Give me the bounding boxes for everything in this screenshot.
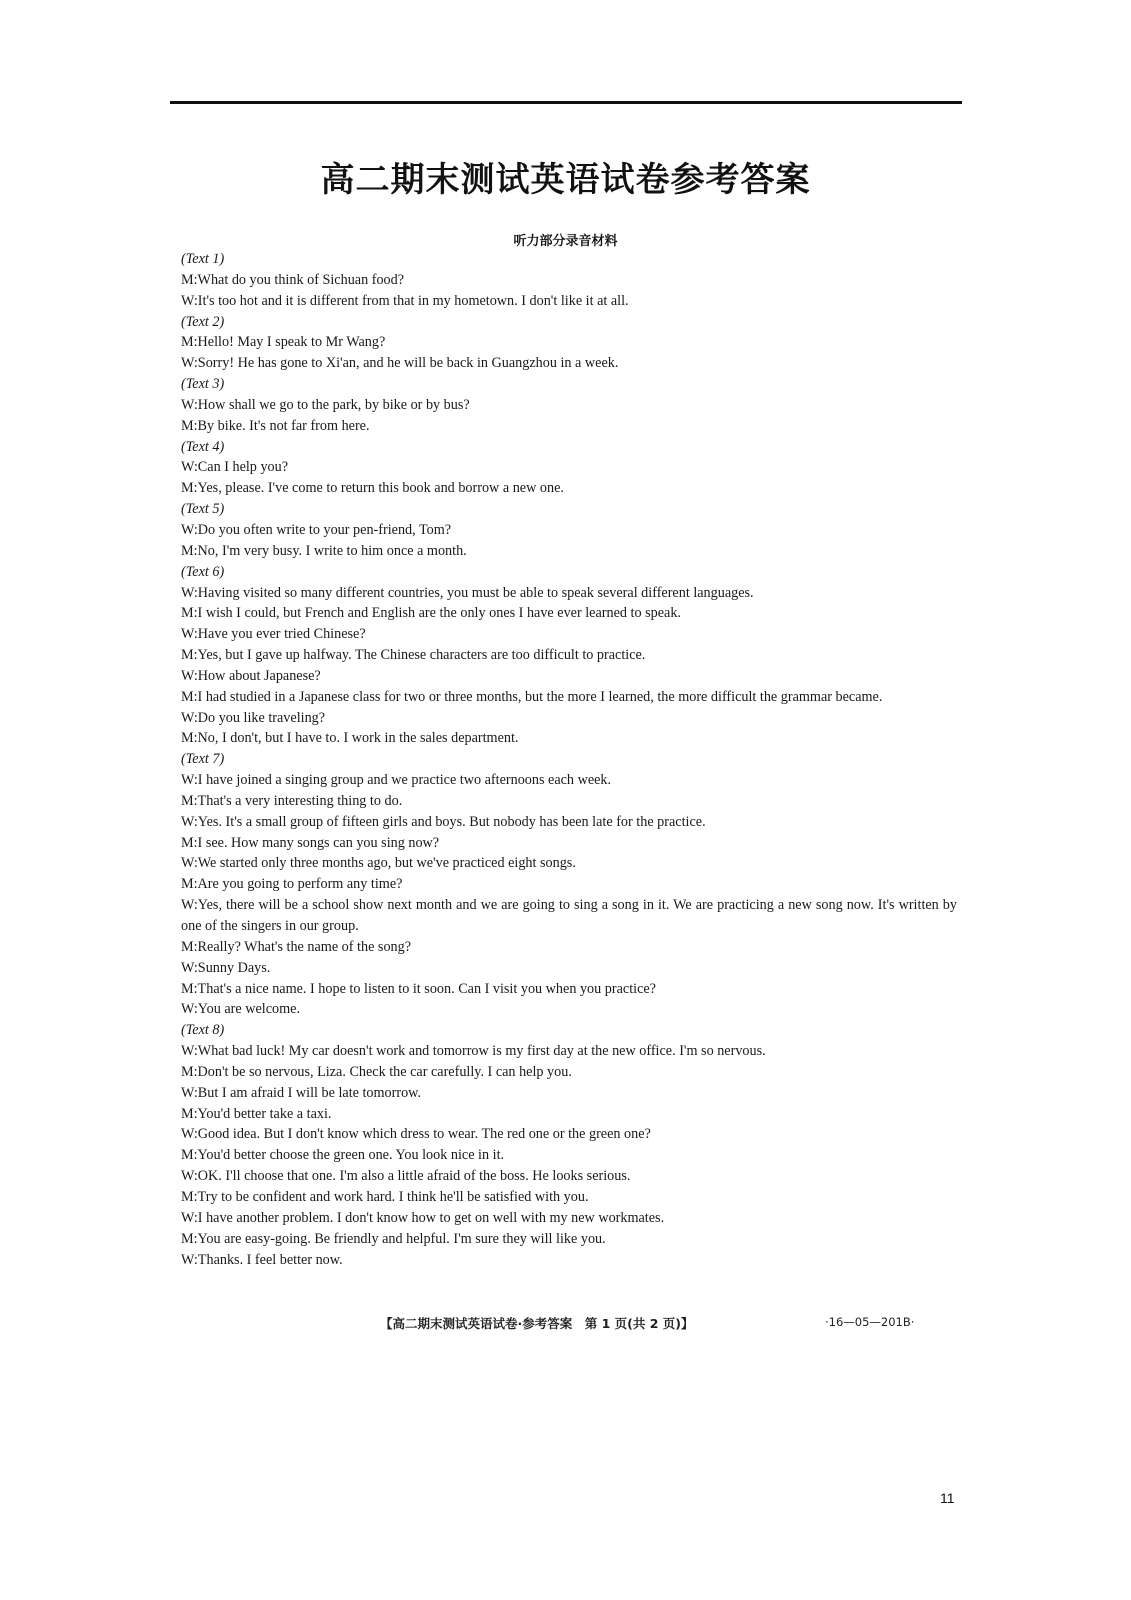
- transcript-line: M:You'd better take a taxi.: [181, 1105, 332, 1122]
- transcript-section-label: (Text 2): [181, 313, 225, 330]
- transcript-line: W:Do you like traveling?: [181, 709, 326, 726]
- page-number: 11: [940, 1490, 955, 1506]
- footer-caption: 【高二期末测试英语试卷·参考答案 第 1 页(共 2 页)】: [380, 1316, 694, 1331]
- transcript-line: W:Thanks. I feel better now.: [181, 1251, 343, 1268]
- transcript-line: W:I have joined a singing group and we practice two afternoons each week.: [181, 772, 612, 789]
- top-rule: [170, 101, 962, 104]
- transcript-line: M:I wish I could, but French and English are the only ones I have ever learned to speak.: [181, 605, 681, 622]
- transcript-line: M:Try to be confident and work hard. I think he'll be satisfied with you.: [181, 1188, 589, 1205]
- transcript-line: M:I had studied in a Japanese class for two or three months, but the more I learned, the more difficult the grammar became.: [181, 688, 883, 705]
- transcript-line: W:Sorry! He has gone to Xi'an, and he will be back in Guangzhou in a week.: [181, 355, 619, 372]
- transcript-line: W:Can I help you?: [181, 459, 289, 476]
- transcript-line: W:Good idea. But I don't know which dress to wear. The red one or the green one?: [181, 1126, 651, 1143]
- transcript-line: M:Hello! May I speak to Mr Wang?: [181, 334, 386, 351]
- transcript-line: W:How shall we go to the park, by bike or by bus?: [181, 396, 470, 413]
- transcript-line: M:Yes, but I gave up halfway. The Chinese characters are too difficult to practice.: [181, 647, 646, 664]
- transcript-line: W:What bad luck! My car doesn't work and tomorrow is my first day at the new office. I'm so nervous.: [181, 1043, 766, 1060]
- transcript-line: M:By bike. It's not far from here.: [181, 417, 370, 434]
- document-title: 高二期末测试英语试卷参考答案: [320, 160, 811, 200]
- transcript-line: W:I have another problem. I don't know how to get on well with my new workmates.: [181, 1209, 665, 1226]
- transcript-line: W:Yes, there will be a school show next month and we are going to sing a song in it. We are practicing a new song now. It's written by one of the singers in our group.: [181, 897, 957, 934]
- transcript-line: W:Have you ever tried Chinese?: [181, 626, 366, 643]
- transcript-line: W:Having visited so many different countries, you must be able to speak several different languages.: [181, 584, 754, 601]
- transcript-line: W:It's too hot and it is different from that in my hometown. I don't like it at all.: [181, 292, 629, 309]
- transcript-section-label: (Text 7): [181, 751, 225, 768]
- transcript-line: W:Do you often write to your pen-friend, Tom?: [181, 521, 452, 538]
- transcript-line: M:What do you think of Sichuan food?: [181, 271, 405, 288]
- transcript-line: W:OK. I'll choose that one. I'm also a little afraid of the boss. He looks serious.: [181, 1168, 631, 1185]
- transcript-line: M:Are you going to perform any time?: [181, 876, 403, 893]
- transcript-section-label: (Text 3): [181, 376, 225, 393]
- transcript-line: M:Really? What's the name of the song?: [181, 938, 412, 955]
- section-title: 听力部分录音材料: [513, 234, 618, 249]
- transcript-line: M:Yes, please. I've come to return this book and borrow a new one.: [181, 480, 564, 497]
- transcript-line: M:Don't be so nervous, Liza. Check the car carefully. I can help you.: [181, 1063, 572, 1080]
- transcript-line: W:But I am afraid I will be late tomorrow.: [181, 1084, 422, 1101]
- footer-code: ·16—05—201B·: [825, 1315, 915, 1329]
- transcript-line: M:You'd better choose the green one. You look nice in it.: [181, 1147, 505, 1164]
- transcript-section-label: (Text 5): [181, 501, 225, 518]
- transcript-line: M:That's a very interesting thing to do.: [181, 792, 403, 809]
- transcript-line: W:We started only three months ago, but we've practiced eight songs.: [181, 855, 576, 872]
- transcript-line: M:No, I don't, but I have to. I work in the sales department.: [181, 730, 519, 747]
- transcript-section-label: (Text 4): [181, 438, 225, 455]
- transcript-line: M:You are easy-going. Be friendly and helpful. I'm sure they will like you.: [181, 1230, 606, 1247]
- transcript-section-label: (Text 6): [181, 563, 225, 580]
- transcript-line: M:I see. How many songs can you sing now?: [181, 834, 440, 851]
- transcript-line: M:That's a nice name. I hope to listen to it soon. Can I visit you when you practice?: [181, 980, 656, 997]
- transcript-line: W:How about Japanese?: [181, 667, 321, 684]
- transcript-line: M:No, I'm very busy. I write to him once a month.: [181, 542, 467, 559]
- transcript-line: W:Yes. It's a small group of fifteen girls and boys. But nobody has been late for the practice.: [181, 813, 706, 830]
- transcript-line: W:Sunny Days.: [181, 959, 271, 976]
- transcript-line: W:You are welcome.: [181, 1001, 300, 1018]
- transcript-section-label: (Text 8): [181, 1022, 225, 1039]
- transcript-section-label: (Text 1): [181, 251, 225, 267]
- transcript: [181, 249, 957, 1270]
